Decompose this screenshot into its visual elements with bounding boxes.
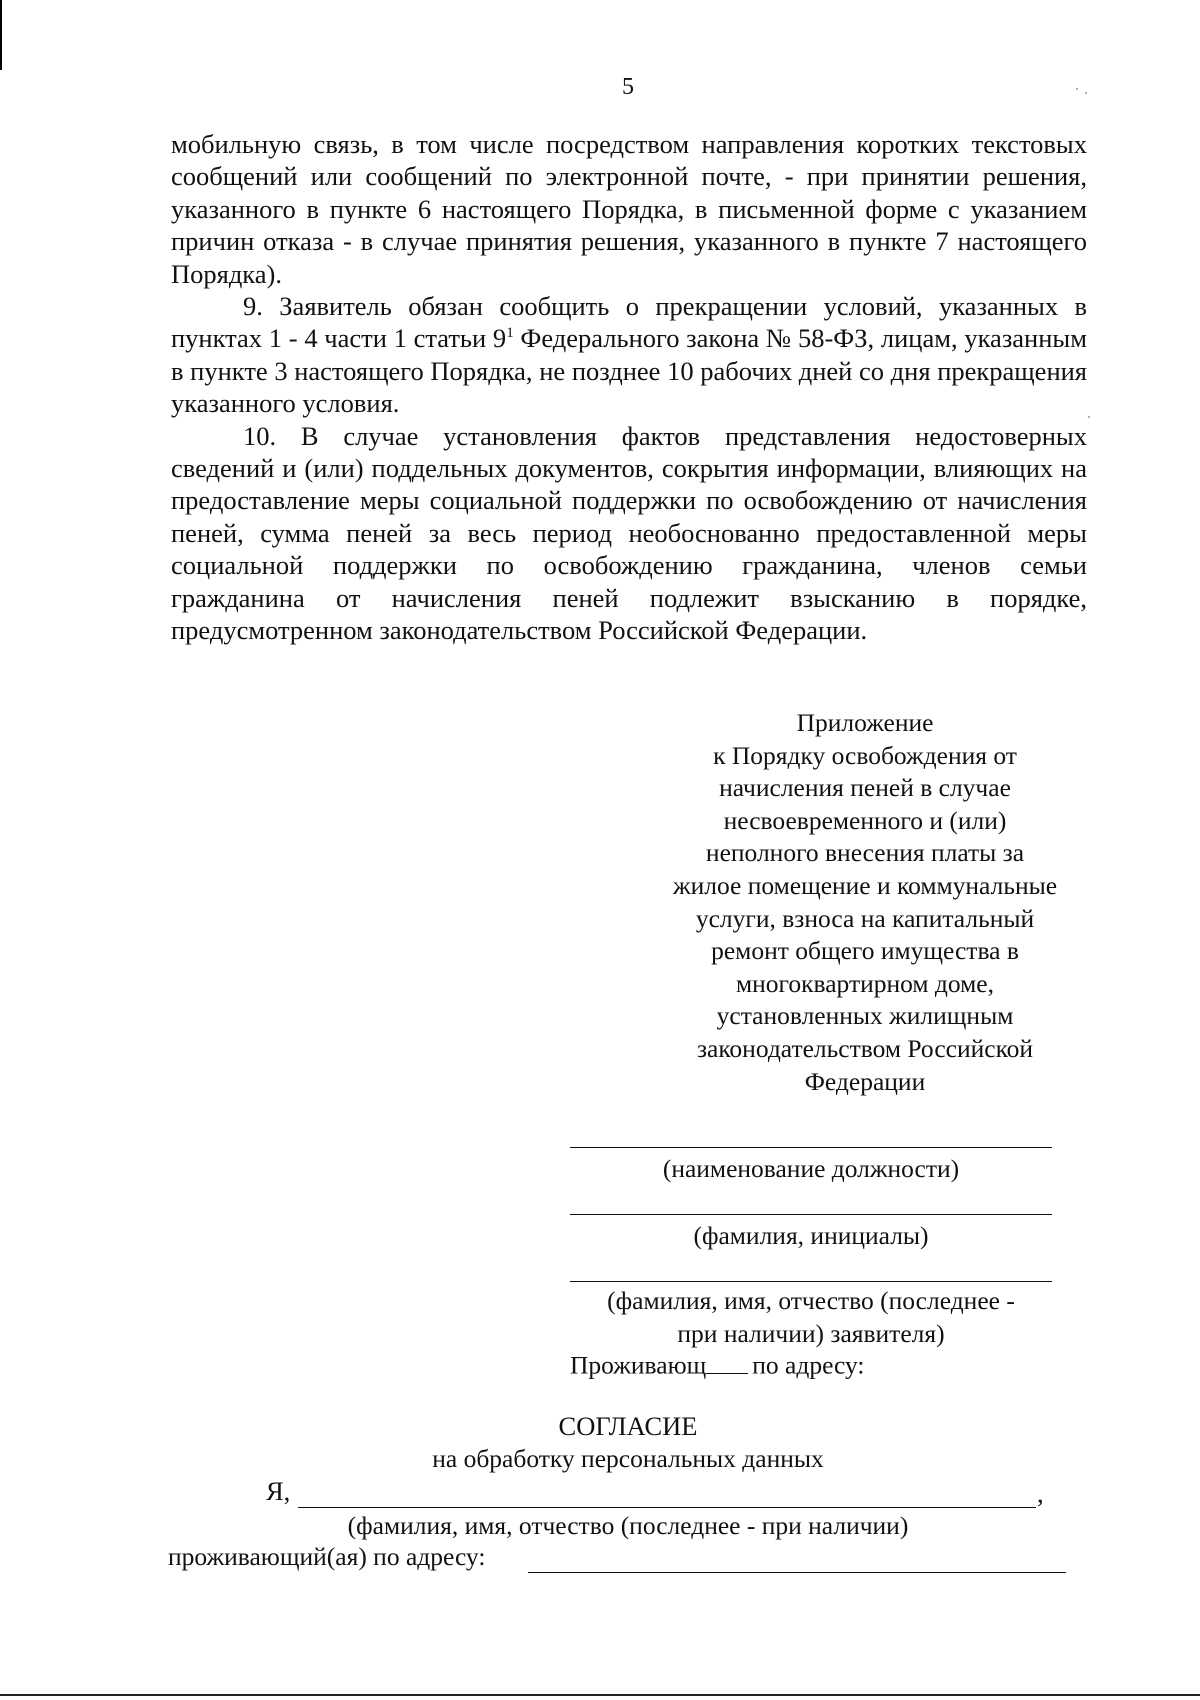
appendix-header: [640, 707, 1090, 1098]
consent-address-blank-line[interactable]: [528, 1572, 1066, 1573]
applicant-blank-line[interactable]: [570, 1281, 1052, 1282]
paragraph-9-text-a: 9. Заявитель обязан сообщить о прекращении условий, указанных в пунктах 1 - 4 части 1 статьи 9: [171, 291, 1087, 354]
residing-prefix: Проживающ: [570, 1350, 707, 1380]
appendix-line: многоквартирном доме,: [736, 968, 994, 998]
applicant-caption-line-1: (фамилия, имя, отчество (последнее -: [607, 1286, 1015, 1315]
consent-ya-label: Я,: [266, 1476, 291, 1506]
paragraph-continuation: мобильную связь, в том числе посредством направления коротких текстовых сообщений или сообщений по электронной почте, - при принятии решения, указанного в пункте 6 настоящего Порядка, в письменной форме с указанием причин отказа - в случае принятия решения, указанного в пункте 7 настоящего Порядка).: [171, 129, 1087, 289]
gender-ending-blank[interactable]: [706, 1347, 748, 1374]
appendix-line: неполного внесения платы за: [705, 838, 1025, 868]
initials-field[interactable]: [570, 1214, 1052, 1251]
appendix-line: законодательством Российской: [696, 1033, 1034, 1063]
position-field[interactable]: [570, 1147, 1052, 1184]
body-text: [171, 128, 1087, 647]
scan-speck: [1085, 92, 1087, 94]
consent-subtitle: на обработку персональных данных: [432, 1444, 824, 1473]
appendix-line: Федерации: [804, 1066, 926, 1096]
initials-blank-line[interactable]: [570, 1214, 1052, 1215]
consent-title: СОГЛАСИЕ: [558, 1411, 698, 1441]
appendix-line: несвоевременного и (или): [723, 805, 1007, 835]
paragraph-9-superscript: 1: [506, 325, 514, 342]
appendix-line: начисления пеней в случае: [719, 773, 1011, 803]
paragraph-9: [171, 290, 1087, 420]
consent-ya-comma: ,: [1037, 1478, 1044, 1508]
paragraph-10: 10. В случае установления фактов представления недостоверных сведений и (или) поддельных документов, сокрытия информации, влияющих на предоставление меры социальной поддержки по освобождению от начисления пеней, сумма пеней за весь период необоснованно предоставленной меры социальной поддержки по освобождению гражданина, членов семьи гражданина от начисления пеней подлежит взысканию в порядке, предусмотренном законодательством Российской Федерации.: [171, 420, 1087, 646]
scan-speck: [1076, 88, 1078, 90]
position-caption: (наименование должности): [662, 1154, 960, 1183]
position-blank-line[interactable]: [570, 1147, 1052, 1148]
scan-edge-left: [0, 0, 2, 70]
appendix-line: жилое помещение и коммунальные: [672, 870, 1058, 900]
paragraph-9-text-b: Федерального закона № 58-ФЗ, лицам, указанным в пункте 3 настоящего Порядка, не позднее 10 рабочих дней со дня прекращения указанного условия.: [171, 323, 1087, 419]
appendix-line: ремонт общего имущества в: [711, 936, 1019, 966]
applicant-caption-line-2: при наличии) заявителя): [677, 1319, 945, 1348]
initials-caption: (фамилия, инициалы): [693, 1221, 929, 1250]
residing-suffix: по адресу:: [752, 1350, 865, 1380]
consent-residing-label: проживающий(ая) по адресу:: [168, 1542, 486, 1571]
appendix-line: установленных жилищным: [716, 1001, 1014, 1031]
page-number: 5: [622, 74, 634, 100]
applicant-field[interactable]: [570, 1281, 1052, 1350]
appendix-line: к Порядку освобождения от: [713, 740, 1017, 770]
consent-name-blank-line[interactable]: [298, 1507, 1036, 1508]
appendix-line: Приложение: [796, 708, 934, 737]
consent-name-caption: (фамилия, имя, отчество (последнее - при наличии): [347, 1511, 909, 1540]
scan-speck: [1088, 416, 1090, 418]
scan-edge-bottom: [0, 1694, 1200, 1696]
appendix-line: услуги, взноса на капитальный: [695, 903, 1035, 933]
residing-address-label: [570, 1347, 865, 1381]
